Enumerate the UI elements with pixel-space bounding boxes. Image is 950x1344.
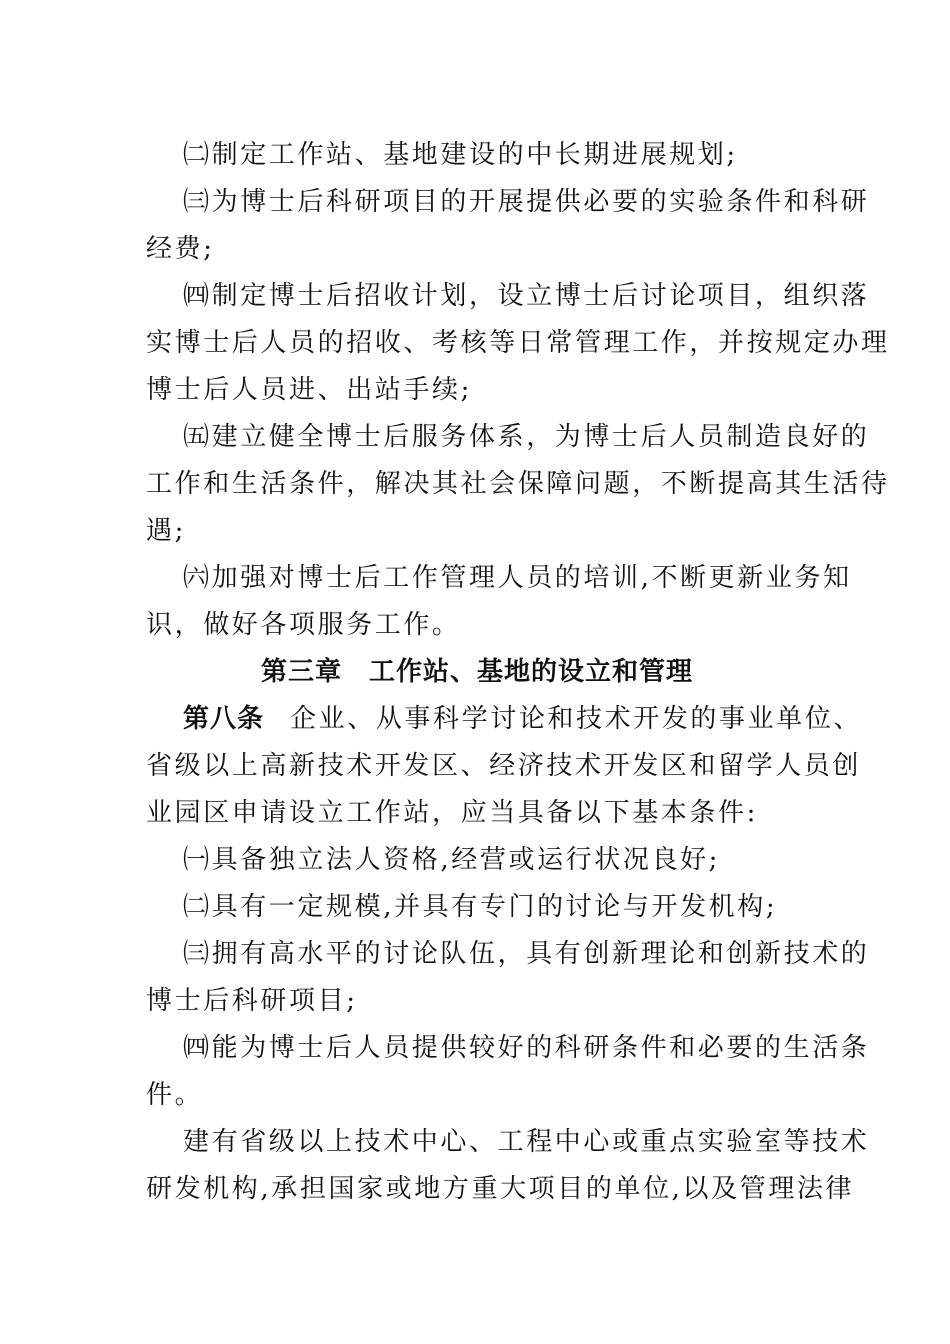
article-8-line-2: 省级以上高新技术开发区、经济技术开发区和留学人员创 xyxy=(146,751,862,781)
condition-4-line-2: 件。 xyxy=(146,1080,204,1110)
item-6-line-1: ㈥加强对博士后工作管理人员的培训,不断更新业务知 xyxy=(183,563,852,593)
item-4-line-3: 博士后人员进、出站手续; xyxy=(146,375,472,405)
condition-2: ㈡具有一定规模,并具有专门的讨论与开发机构; xyxy=(183,892,778,922)
item-3-line-1: ㈢为博士后科研项目的开展提供必要的实验条件和科研 xyxy=(183,187,870,217)
condition-1: ㈠具备独立法人资格,经营或运行状况良好; xyxy=(183,845,721,875)
item-5-line-1: ㈤建立健全博士后服务体系，为博士后人员制造良好的 xyxy=(183,422,870,452)
item-3-line-2: 经费; xyxy=(146,234,215,264)
article-8-text: 企业、从事科学讨论和技术开发的事业单位、 xyxy=(290,704,863,734)
item-5-line-2: 工作和生活条件，解决其社会保障问题，不断提高其生活待 xyxy=(146,469,890,499)
chapter-heading: 第三章 工作站、基地的设立和管理 xyxy=(260,657,693,687)
article-8-line-1 xyxy=(146,696,863,743)
article-label: 第八条 xyxy=(183,704,265,734)
condition-3-line-2: 博士后科研项目; xyxy=(146,986,358,1016)
condition-3-line-1: ㈢拥有高水平的讨论队伍，具有创新理论和创新技术的 xyxy=(183,939,870,969)
condition-4-line-1: ㈣能为博士后人员提供较好的科研条件和必要的生活条 xyxy=(183,1033,870,1063)
paragraph-line-2: 研发机构,承担国家或地方重大项目的单位,以及管理法律 xyxy=(146,1174,855,1204)
paragraph-line-1: 建有省级以上技术中心、工程中心或重点实验室等技术 xyxy=(183,1127,870,1157)
item-5-line-3: 遇; xyxy=(146,516,186,546)
item-4-line-2: 实博士后人员的招收、考核等日常管理工作，并按规定办理 xyxy=(146,328,890,358)
document-page xyxy=(146,132,890,1213)
article-8-line-3: 业园区申请设立工作站，应当具备以下基本条件: xyxy=(146,798,758,828)
item-4-line-1: ㈣制定博士后招收计划，设立博士后讨论项目，组织落 xyxy=(183,281,870,311)
item-2-line-1: ㈡制定工作站、基地建设的中长期进展规划; xyxy=(183,140,738,170)
item-6-line-2: 识，做好各项服务工作。 xyxy=(146,610,461,640)
